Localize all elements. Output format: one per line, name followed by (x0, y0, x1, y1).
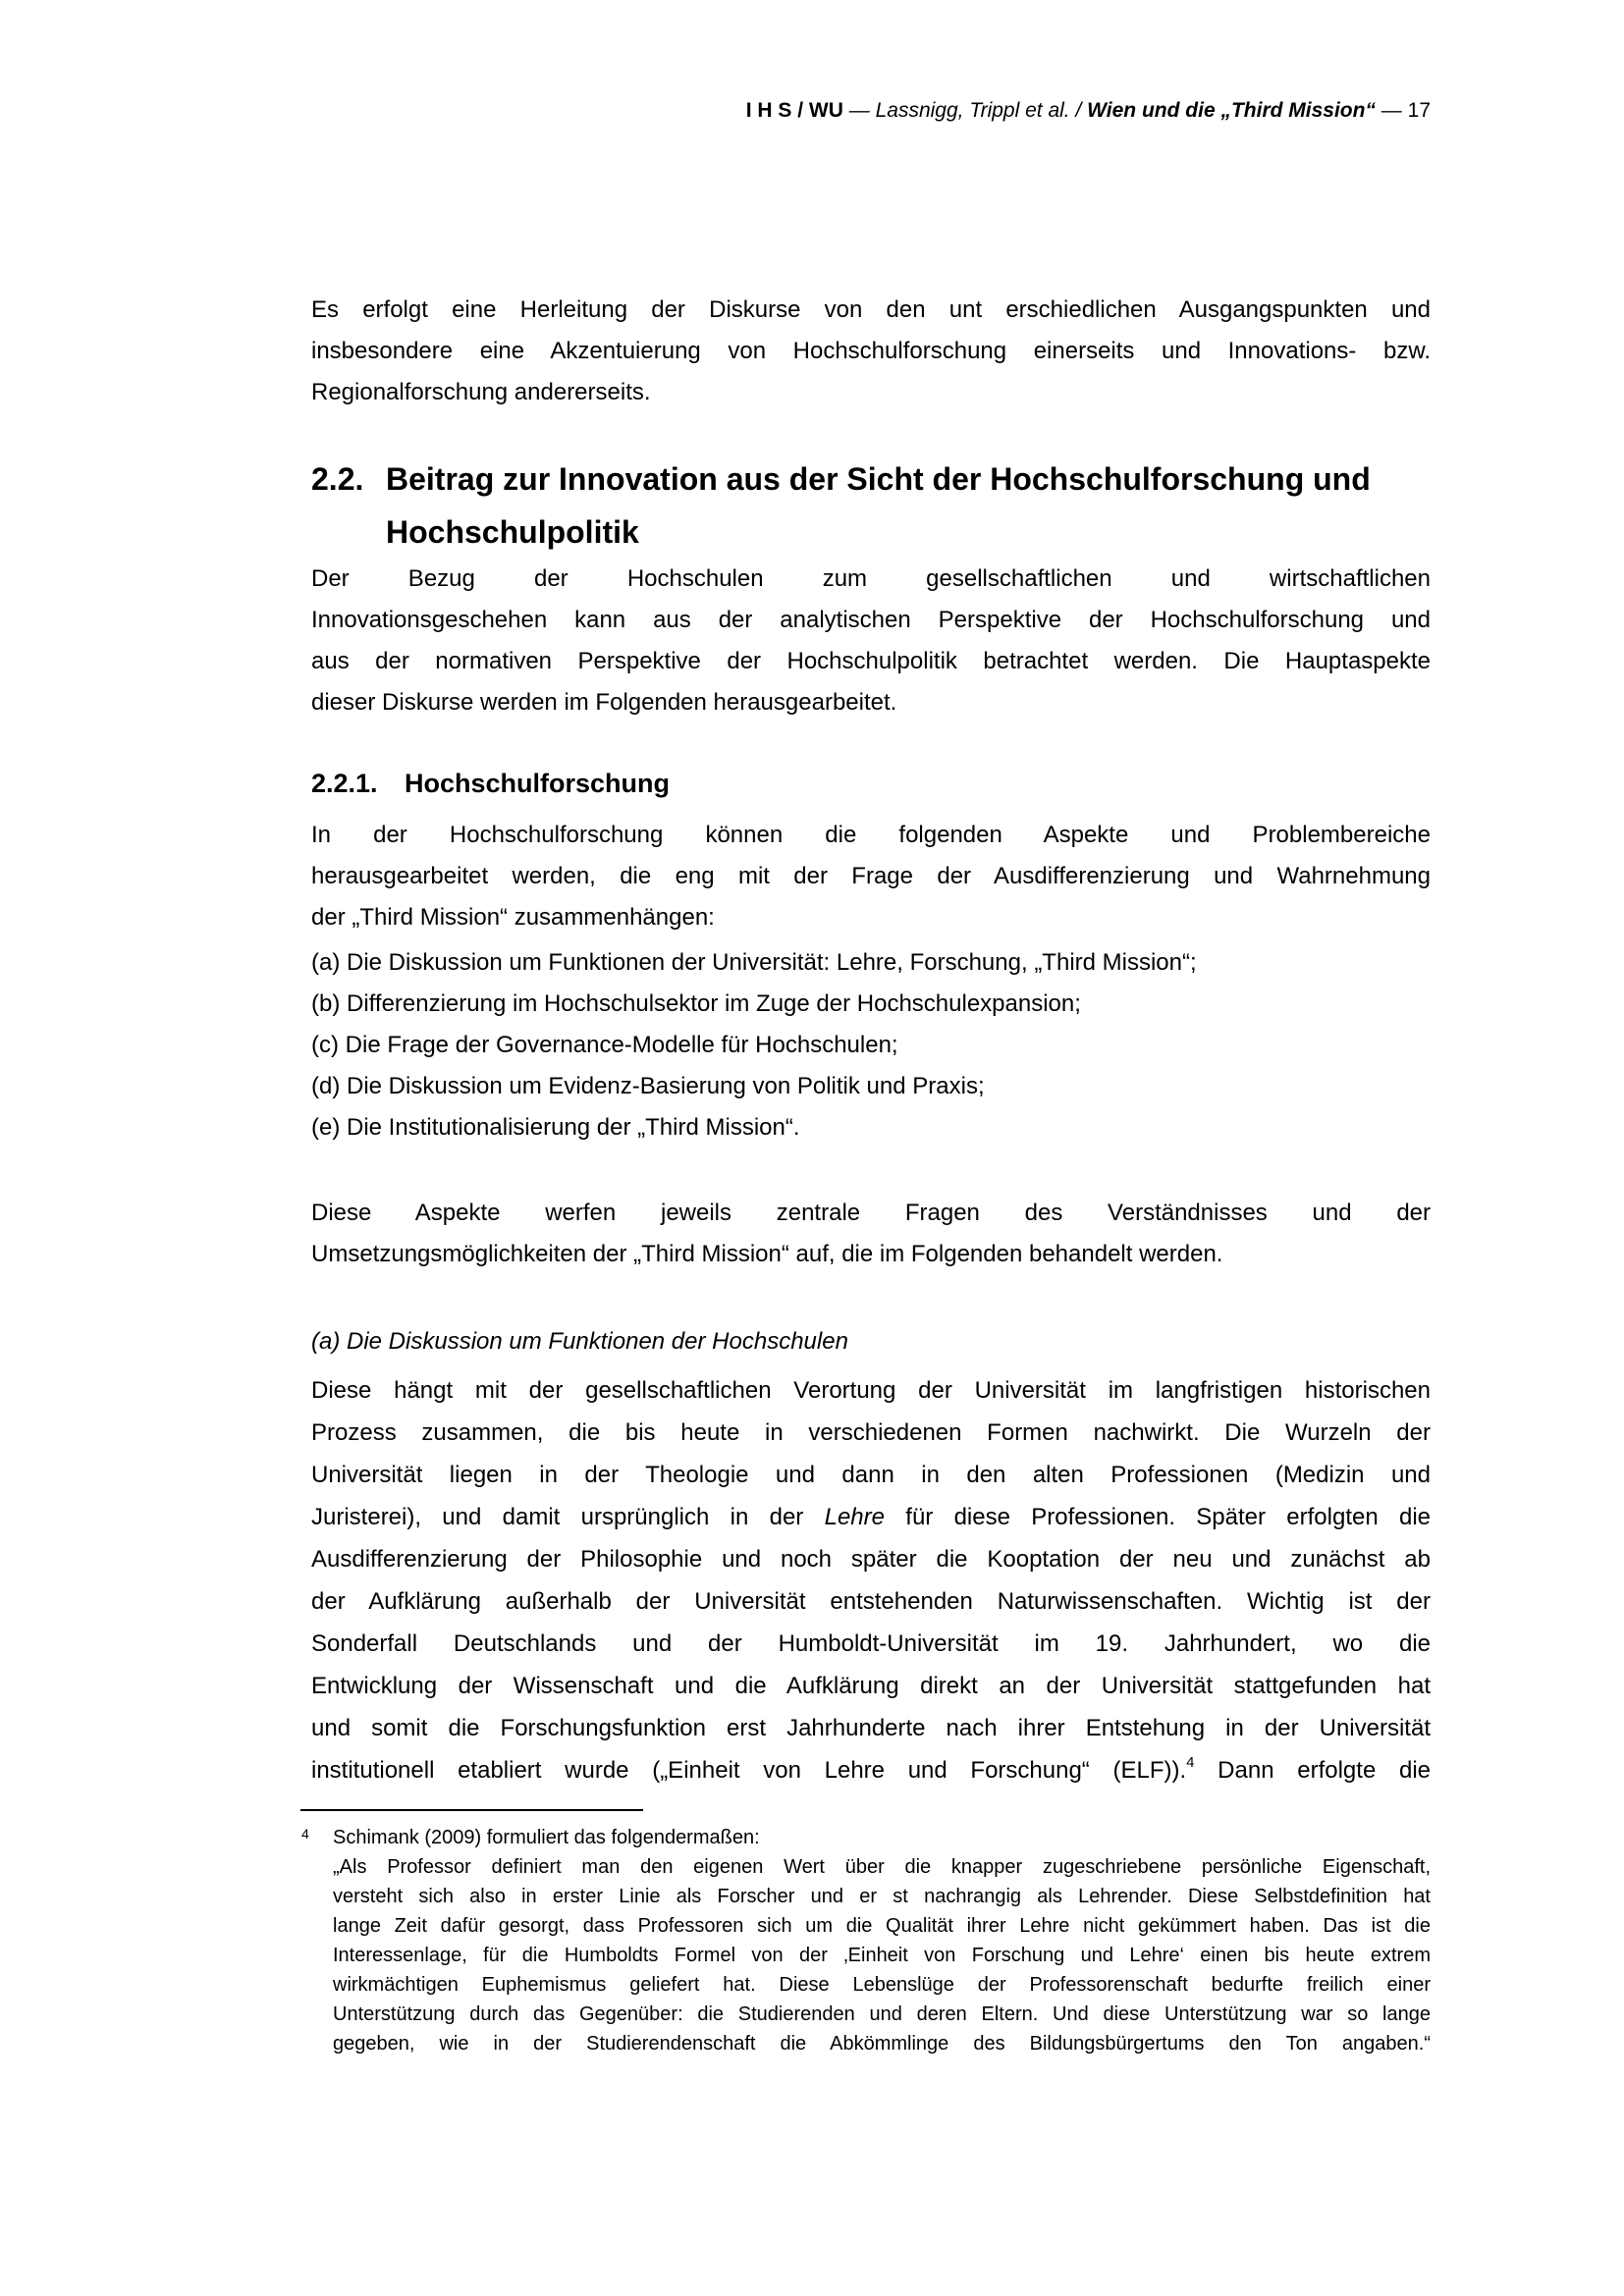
paragraph-aspects (311, 1193, 1431, 1275)
text-line: Diese Aspekte werfen jeweils zentrale Fragen des Verständnisses und der (311, 1200, 1431, 1226)
text-line: Regionalforschung andererseits. (311, 379, 651, 405)
footnote-quote-line: lange Zeit dafür gesorgt, dass Professoren sich um die Qualität ihrer Lehre nicht gekümmert haben. Das ist die (333, 1915, 1431, 1937)
text-line: aus der normativen Perspektive der Hochschulpolitik betrachtet werden. Die Hauptaspekte (311, 648, 1431, 674)
subsection-heading-2-2-1 (311, 763, 1431, 804)
text-line: und somit die Forschungsfunktion erst Jahrhunderte nach ihrer Entstehung in der Universität (311, 1715, 1431, 1741)
footnote-block (300, 1809, 1431, 2058)
text-line: Entwicklung der Wissenschaft und die Aufklärung direkt an der Universität stattgefunden hat (311, 1673, 1431, 1699)
emphasis-lehre: Lehre (824, 1504, 885, 1530)
footnote-quote-line: wirkmächtigen Euphemismus geliefert hat. Diese Lebenslüge der Professorenschaft bedurfte freilich einer (333, 1974, 1431, 1996)
text-line: Der Bezug der Hochschulen zum gesellschaftlichen und wirtschaftlichen (311, 565, 1431, 592)
text-line: Sonderfall Deutschlands und der Humboldt-Universität im 19. Jahrhundert, wo die (311, 1630, 1431, 1657)
footnote-separator (300, 1809, 643, 1811)
subsection-title: Hochschulforschung (405, 769, 671, 798)
list-item: (b) Differenzierung im Hochschulsektor im Zuge der Hochschulexpansion; (311, 990, 1081, 1017)
text-line: der „Third Mission“ zusammenhängen: (311, 904, 715, 931)
list-item: (d) Die Diskussion um Evidenz-Basierung von Politik und Praxis; (311, 1073, 985, 1099)
text-line: dieser Diskurse werden im Folgenden herausgearbeitet. (311, 689, 897, 716)
page-body (311, 290, 1431, 1791)
header-report-title: Wien und die „Third Mission“ (1087, 99, 1376, 122)
header-dash-2: — (1375, 99, 1408, 122)
section-heading-2-2 (311, 453, 1431, 559)
subsection-number: 2.2.1. (311, 769, 378, 798)
header-page-number: 17 (1407, 99, 1431, 122)
aspect-list (311, 942, 1431, 1148)
text-line: Innovationsgeschehen kann aus der analytischen Perspektive der Hochschulforschung und (311, 607, 1431, 633)
footnote-quote-line: Interessenlage, für die Humboldts Formel von der ‚Einheit von Forschung und Lehre‘ einen bis heute extrem (333, 1945, 1431, 1966)
paragraph-intro (311, 290, 1431, 413)
paragraph-functions (311, 1369, 1431, 1791)
footnote-marker: 4 (301, 1826, 309, 1842)
footnote-quote-line: „Als Professor definiert man den eigenen Wert über die knapper zugeschriebene persönliche Eigenschaft, (333, 1856, 1431, 1878)
header-institutions: I H S / WU (745, 99, 843, 122)
text-line: Diese hängt mit der gesellschaftlichen Verortung der Universität im langfristigen historischen (311, 1377, 1431, 1404)
text-line: In der Hochschulforschung können die folgenden Aspekte und Problembereiche (311, 822, 1431, 848)
text-line: institutionell etabliert wurde („Einheit von Lehre und Forschung“ (ELF)).$^4$ Dann erfolgte die (311, 1754, 1431, 1784)
text-line: Umsetzungsmöglichkeiten der „Third Mission“ auf, die im Folgenden behandelt werden. (311, 1241, 1223, 1267)
footnote-quote (333, 1852, 1431, 2058)
footnote-4 (300, 1823, 1431, 2058)
paragraph-subsection (311, 815, 1431, 938)
section-title: Beitrag zur Innovation aus der Sicht der Hochschulforschung und Hochschulpolitik (386, 461, 1371, 550)
list-item: (c) Die Frage der Governance-Modelle für Hochschulen; (311, 1032, 898, 1058)
text-line: Es erfolgt eine Herleitung der Diskurse von den unt erschiedlichen Ausgangspunkten und (311, 296, 1431, 323)
header-dash-1: — (842, 99, 876, 122)
footnote-quote-line: versteht sich also in erster Linie als Forscher und er st nachrangig als Lehrender. Diese Selbstdefinition hat (333, 1886, 1431, 1907)
paragraph-section-2-2 (311, 559, 1431, 723)
text-line: herausgearbeitet werden, die eng mit der Frage der Ausdifferenzierung und Wahrnehmung (311, 863, 1431, 889)
text-line: Prozess zusammen, die bis heute in verschiedenen Formen nachwirkt. Die Wurzeln der (311, 1419, 1431, 1446)
footnote-intro: Schimank (2009) formuliert das folgendermaßen: (333, 1827, 760, 1848)
footnote-reference: 4 (1186, 1754, 1195, 1771)
list-item: (a) Die Diskussion um Funktionen der Universität: Lehre, Forschung, „Third Mission“; (311, 949, 1197, 976)
footnote-quote-line: gegeben, wie in der Studierendenschaft die Abkömmlinge des Bildungsbürgertums den Ton angaben.“ (333, 2033, 1431, 2055)
text-line: insbesondere eine Akzentuierung von Hochschulforschung einerseits und Innovations- bzw. (311, 338, 1431, 364)
running-header (311, 98, 1431, 124)
text-line: Universität liegen in der Theologie und dann in den alten Professionen (Medizin und (311, 1462, 1431, 1488)
list-item: (e) Die Institutionalisierung der „Third Mission“. (311, 1114, 800, 1141)
text-line: Juristerei), und damit ursprünglich in der Lehre für diese Professionen. Später erfolgten die (311, 1504, 1431, 1530)
text-line: Ausdifferenzierung der Philosophie und noch später die Kooptation der neu und zunächst ab (311, 1546, 1431, 1573)
italic-subheading-a: (a) Die Diskussion um Funktionen der Hochschulen (311, 1328, 848, 1355)
header-authors: Lassnigg, Trippl et al. / (875, 99, 1088, 122)
text-line: der Aufklärung außerhalb der Universität entstehenden Naturwissenschaften. Wichtig ist der (311, 1588, 1431, 1615)
footnote-quote-line: Unterstützung durch das Gegenüber: die Studierenden und deren Eltern. Und diese Unterstützung war so lange (333, 2003, 1431, 2025)
section-number: 2.2. (311, 461, 364, 497)
